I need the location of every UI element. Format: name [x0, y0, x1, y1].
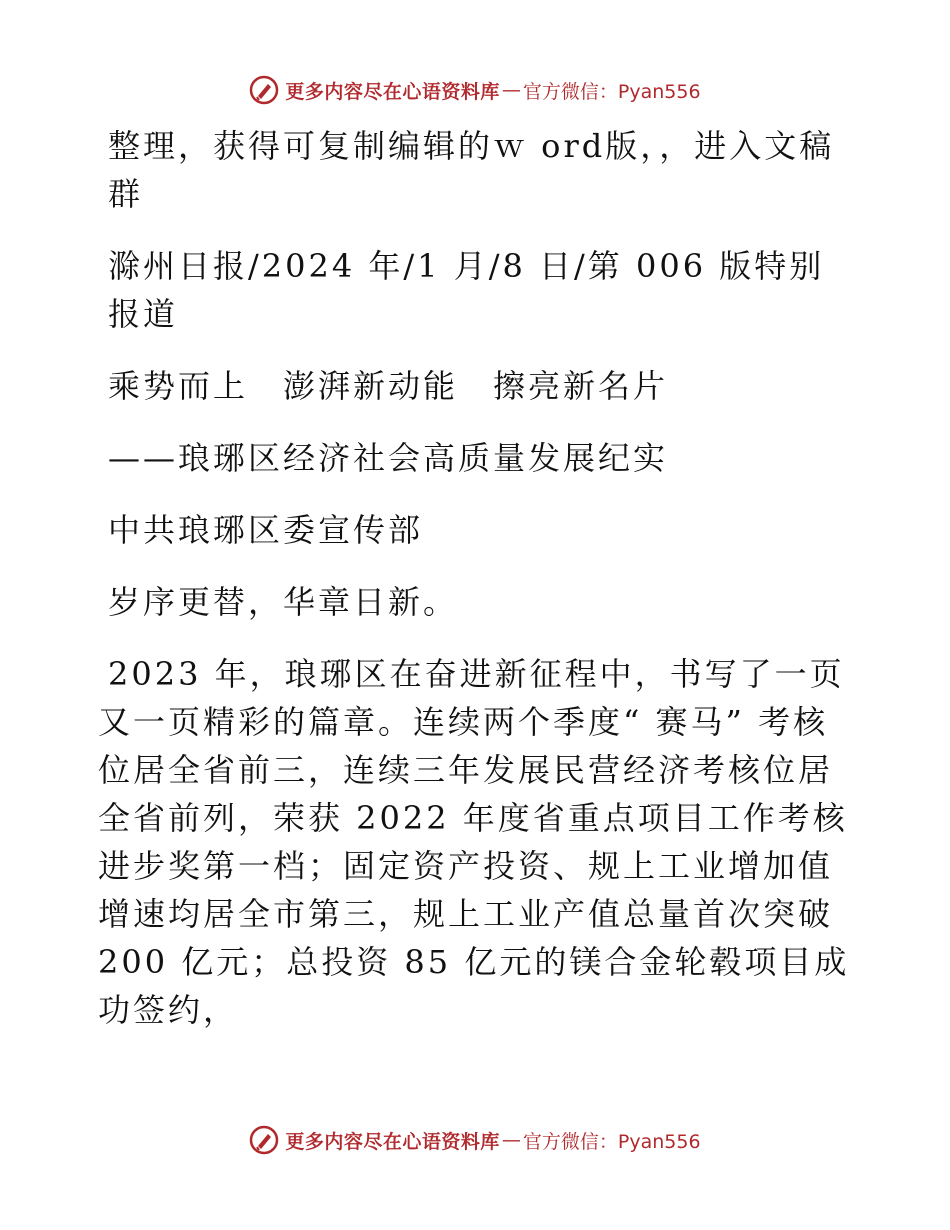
pen-circle-logo-icon — [249, 75, 279, 105]
banner-separator: — — [501, 1129, 521, 1151]
article-subtitle: ——琅琊区经济社会高质量发展纪实 — [108, 439, 669, 477]
banner-text: 更多内容尽在心语资料库 — [285, 1130, 500, 1153]
document-body — [98, 122, 858, 1034]
pen-circle-logo-icon — [249, 1125, 279, 1155]
banner-contact: 官方微信：Pyan556 — [522, 1130, 701, 1153]
source-line: 滁州日报/2024 年/1 月/8 日/第 006 版特别报道 — [108, 247, 825, 333]
article-author: 中共琅琊区委宣传部 — [108, 511, 424, 549]
header-banner — [0, 70, 950, 110]
article-title: 乘势而上 澎湃新动能 擦亮新名片 — [108, 367, 669, 405]
banner-text: 更多内容尽在心语资料库 — [285, 80, 500, 103]
opening-line: 岁序更替，华章日新。 — [108, 583, 459, 621]
footer-banner — [0, 1120, 950, 1160]
banner-separator: — — [501, 79, 521, 101]
intro-line: 整理，获得可复制编辑的ｗ ord版，，进入文稿群 — [108, 127, 835, 213]
body-paragraph: 2023 年，琅琊区在奋进新征程中，书写了一页又一页精彩的篇章。连续两个季度“ 赛马” 考核位居全省前三，连续三年发展民营经济考核位居全省前列，荣获 2022 年度省重点项目工作考核进步奖第一档；固定资产投资、规上工业增加值增速均居全市第三，规上工业产值总量首次突破 200 亿元；总投资 85 亿元的镁合金轮毂项目成功签约， — [98, 655, 850, 1029]
banner-contact: 官方微信：Pyan556 — [522, 80, 701, 103]
